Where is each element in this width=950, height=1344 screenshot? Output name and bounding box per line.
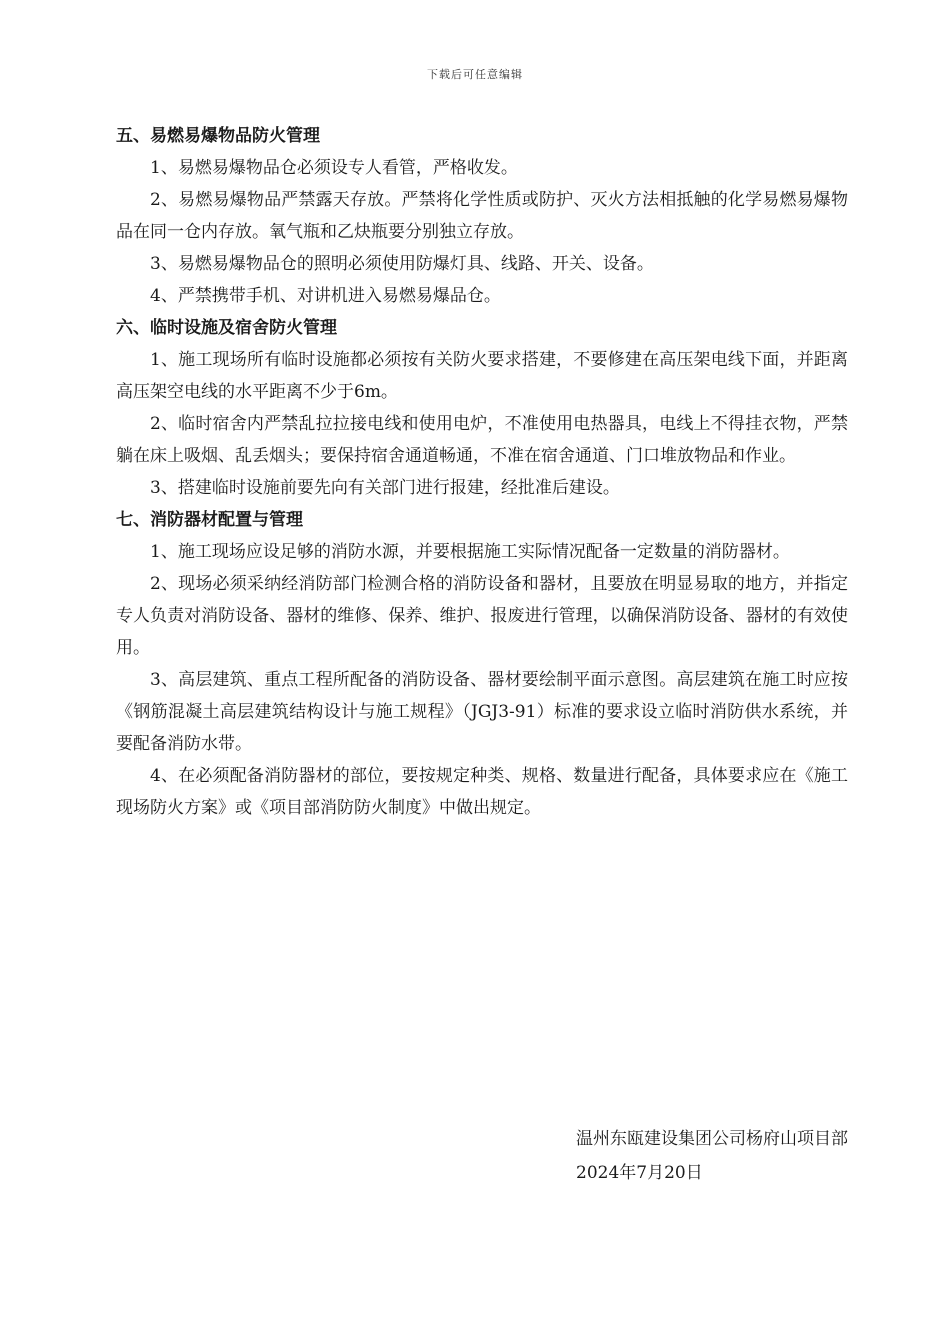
section-heading: 五、易燃易爆物品防火管理 [116,126,320,146]
paragraph: 1、施工现场所有临时设施都必须按有关防火要求搭建，不要修建在高压架电线下面，并距离高压架空电线的水平距离不少于6m。 [116,350,848,402]
paragraph: 3、搭建临时设施前要先向有关部门进行报建，经批准后建设。 [150,478,620,498]
paragraph: 2、临时宿舍内严禁乱拉拉接电线和使用电炉，不准使用电热器具，电线上不得挂衣物，严禁躺在床上吸烟、乱丢烟头；要保持宿舍通道畅通，不准在宿舍通道、门口堆放物品和作业。 [116,414,848,466]
section-6 [116,312,848,504]
section-heading: 七、消防器材配置与管理 [116,510,303,530]
section-5 [116,120,848,312]
paragraph: 3、高层建筑、重点工程所配备的消防设备、器材要绘制平面示意图。高层建筑在施工时应按《钢筋混凝土高层建筑结构设计与施工规程》（JGJ3-91）标准的要求设立临时消防供水系统，并要配备消防水带。 [116,670,848,754]
signature-date: 2024年7月20日 [576,1163,703,1183]
paragraph: 2、现场必须采纳经消防部门检测合格的消防设备和器材，且要放在明显易取的地方，并指定专人负责对消防设备、器材的维修、保养、维护、报废进行管理，以确保消防设备、器材的有效使用。 [116,574,848,658]
paragraph: 4、严禁携带手机、对讲机进入易燃易爆品仓。 [150,286,501,306]
paragraph: 2、易燃易爆物品严禁露天存放。严禁将化学性质或防护、灭火方法相抵触的化学易燃易爆物品在同一仓内存放。氧气瓶和乙炔瓶要分别独立存放。 [116,190,848,242]
signature-organization: 温州东瓯建设集团公司杨府山项目部 [576,1129,848,1149]
section-heading: 六、临时设施及宿舍防火管理 [116,318,337,338]
document-body [116,120,848,824]
paragraph: 1、易燃易爆物品仓必须设专人看管，严格收发。 [150,158,518,178]
paragraph: 4、在必须配备消防器材的部位，要按规定种类、规格、数量进行配备，具体要求应在《施工现场防火方案》或《项目部消防防火制度》中做出规定。 [116,766,848,818]
section-7 [116,504,848,824]
paragraph: 3、易燃易爆物品仓的照明必须使用防爆灯具、线路、开关、设备。 [150,254,654,274]
signature-block [576,1122,848,1190]
paragraph: 1、施工现场应设足够的消防水源，并要根据施工实际情况配备一定数量的消防器材。 [150,542,790,562]
header-note: 下载后可任意编辑 [427,68,523,81]
